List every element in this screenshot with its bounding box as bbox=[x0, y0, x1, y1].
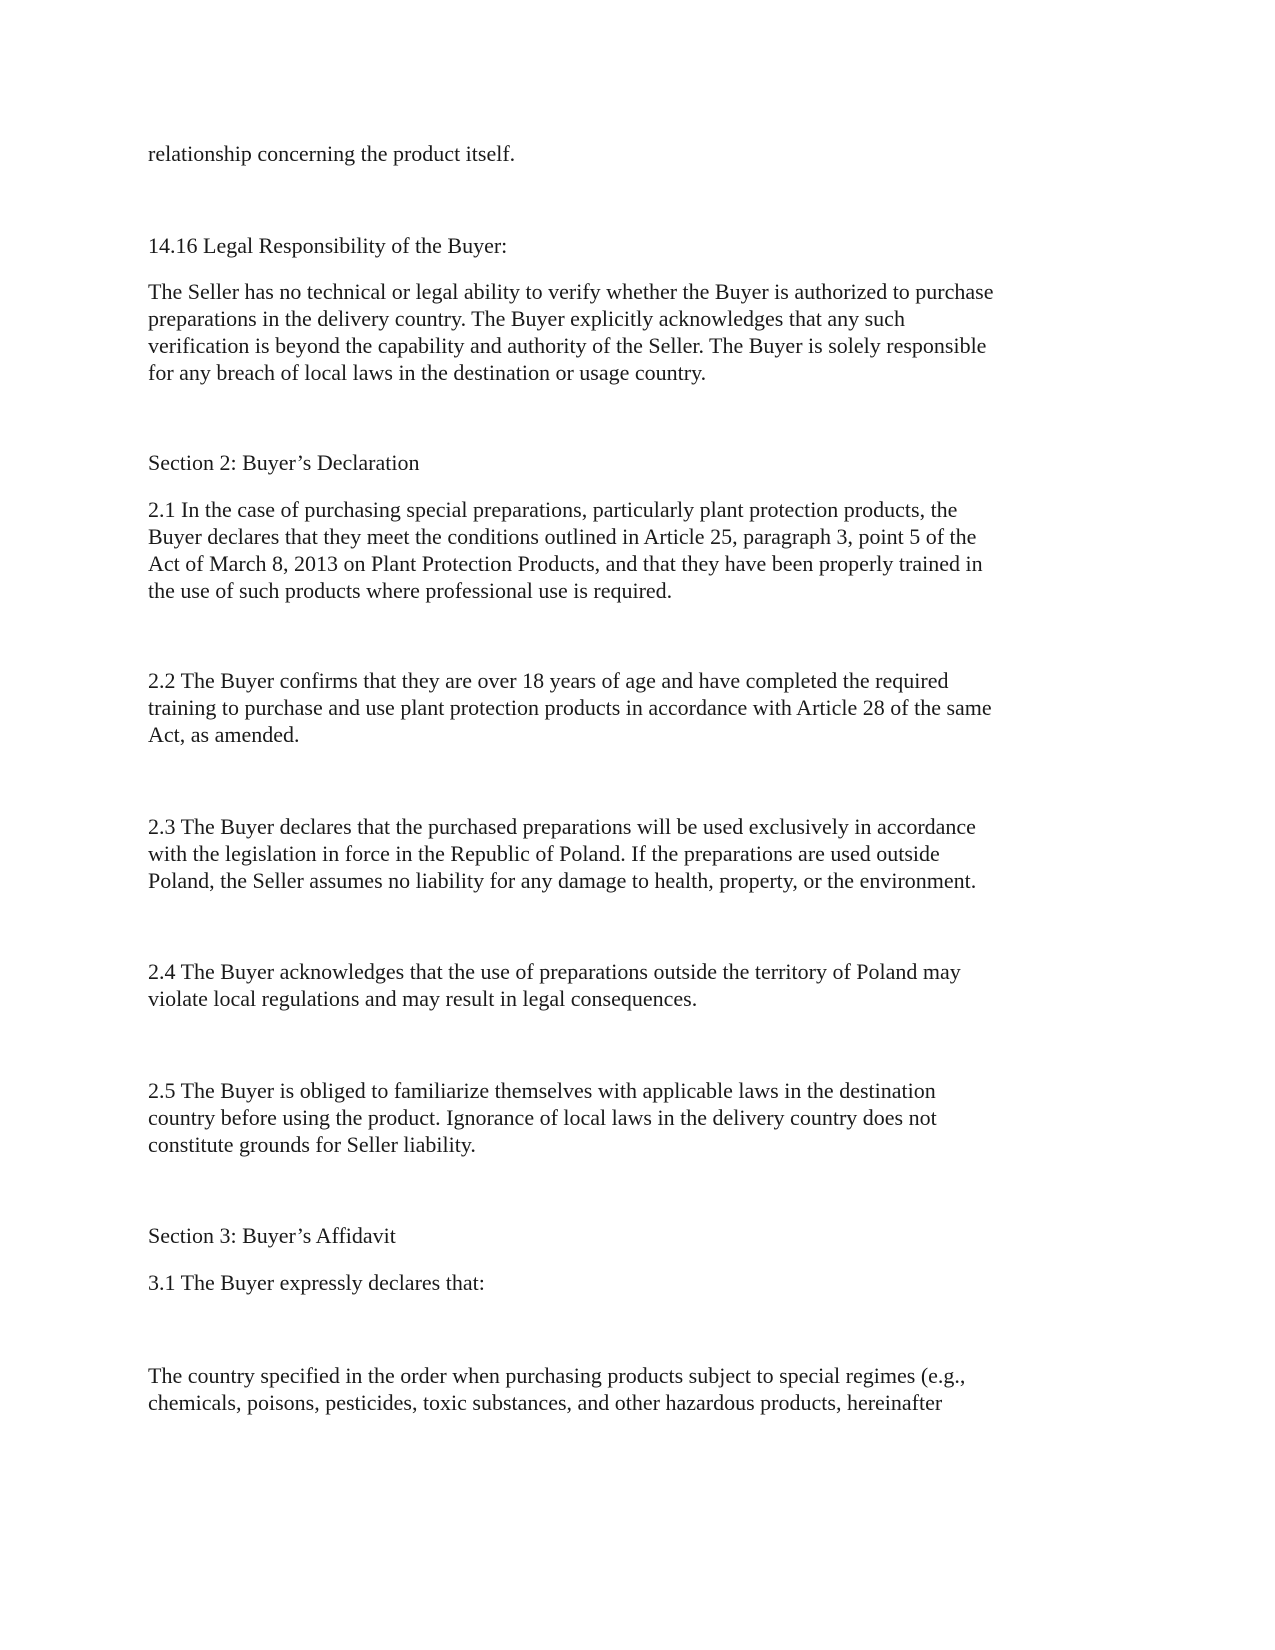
clause-14-16-body bbox=[148, 278, 1128, 386]
text-line: Act, as amended. bbox=[148, 722, 300, 747]
text-line: Act of March 8, 2013 on Plant Protection Products, and that they have been properly trained in bbox=[148, 551, 983, 576]
section-2-heading bbox=[148, 449, 1128, 476]
section-3-heading bbox=[148, 1222, 1128, 1249]
text-line: the use of such products where professional use is required. bbox=[148, 578, 673, 603]
continuation-text bbox=[148, 140, 1128, 167]
text-line: 2.1 In the case of purchasing special preparations, particularly plant protection products, the bbox=[148, 497, 958, 522]
clause-14-16-heading bbox=[148, 232, 1128, 259]
text-line: relationship concerning the product itself. bbox=[148, 141, 516, 166]
text-line: preparations in the delivery country. The Buyer explicitly acknowledges that any such bbox=[148, 306, 905, 331]
text-line: 2.2 The Buyer confirms that they are over 18 years of age and have completed the required bbox=[148, 668, 949, 693]
paragraph-2-4 bbox=[148, 958, 1128, 1012]
text-line: violate local regulations and may result in legal consequences. bbox=[148, 986, 698, 1011]
text-line: with the legislation in force in the Republic of Poland. If the preparations are used outside bbox=[148, 841, 940, 866]
text-line: The country specified in the order when purchasing products subject to special regimes (e.g., bbox=[148, 1363, 966, 1388]
paragraph-2-5 bbox=[148, 1077, 1128, 1158]
heading-line: Section 3: Buyer’s Affidavit bbox=[148, 1223, 396, 1248]
text-line: Buyer declares that they meet the conditions outlined in Article 25, paragraph 3, point 5 of the bbox=[148, 524, 977, 549]
text-line: constitute grounds for Seller liability. bbox=[148, 1132, 476, 1157]
paragraph-2-1 bbox=[148, 496, 1128, 604]
heading-line: Section 2: Buyer’s Declaration bbox=[148, 450, 420, 475]
paragraph-2-3 bbox=[148, 813, 1128, 894]
text-line: 3.1 The Buyer expressly declares that: bbox=[148, 1270, 485, 1295]
text-line: 2.4 The Buyer acknowledges that the use of preparations outside the territory of Poland may bbox=[148, 959, 961, 984]
paragraph-3-1 bbox=[148, 1269, 1128, 1296]
text-line: The Seller has no technical or legal ability to verify whether the Buyer is authorized to purchase bbox=[148, 279, 994, 304]
text-line: Poland, the Seller assumes no liability for any damage to health, property, or the environment. bbox=[148, 868, 977, 893]
text-line: 2.3 The Buyer declares that the purchased preparations will be used exclusively in accordance bbox=[148, 814, 976, 839]
paragraph-2-2 bbox=[148, 667, 1128, 748]
text-line: for any breach of local laws in the destination or usage country. bbox=[148, 360, 707, 385]
text-line: chemicals, poisons, pesticides, toxic substances, and other hazardous products, hereinafter bbox=[148, 1390, 943, 1415]
text-line: verification is beyond the capability and authority of the Seller. The Buyer is solely responsible bbox=[148, 333, 987, 358]
text-line: country before using the product. Ignorance of local laws in the delivery country does not bbox=[148, 1105, 937, 1130]
final-paragraph bbox=[148, 1362, 1128, 1416]
text-line: training to purchase and use plant protection products in accordance with Article 28 of the same bbox=[148, 695, 992, 720]
heading-line: 14.16 Legal Responsibility of the Buyer: bbox=[148, 233, 508, 258]
text-line: 2.5 The Buyer is obliged to familiarize themselves with applicable laws in the destination bbox=[148, 1078, 936, 1103]
